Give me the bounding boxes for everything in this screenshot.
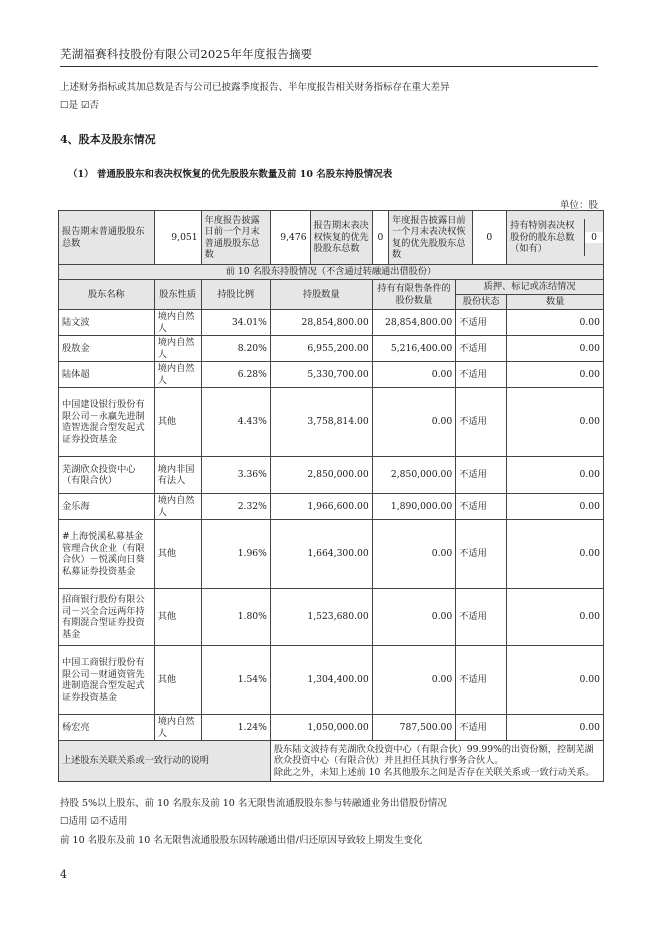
summary-value-1: 9,051 <box>154 211 201 265</box>
table-row <box>59 494 604 520</box>
row-restricted: 1,890,000.00 <box>372 494 456 520</box>
row-quantity: 1,966,600.00 <box>270 494 372 520</box>
row-restricted: 0.00 <box>372 646 456 715</box>
row-status: 不适用 <box>456 336 507 362</box>
table-row <box>59 336 604 362</box>
relation-text-2: 除此之外，未知上述前 10 名其他股东之间是否存在关联关系或一致行动关系。 <box>273 766 595 778</box>
row-ratio: 8.20% <box>201 336 270 362</box>
row-ratio: 1.96% <box>201 520 270 589</box>
summary-label-2: 年度报告披露日前一个月末普通股股东总数 <box>201 211 270 265</box>
col-nature: 股东性质 <box>154 280 201 310</box>
relation-label: 上述股东关联关系或一致行动的说明 <box>59 741 271 782</box>
row-status: 不适用 <box>456 310 507 336</box>
row-nature: 境内自然人 <box>154 362 201 388</box>
row-nature: 境内自然人 <box>154 310 201 336</box>
row-nature: 境内自然人 <box>154 494 201 520</box>
summary-label-3: 报告期末表决权恢复的优先股股东总数 <box>310 211 372 265</box>
row-amount: 0.00 <box>507 388 604 457</box>
summary-value-2: 9,476 <box>270 211 310 265</box>
shareholder-table <box>58 210 604 782</box>
table-row <box>59 715 604 741</box>
row-name: 中国工商银行股份有限公司－财通资管先进制造混合型发起式证券投资基金 <box>59 646 155 715</box>
row-amount: 0.00 <box>507 457 604 494</box>
row-restricted: 0.00 <box>372 589 456 646</box>
col-amount: 数量 <box>507 295 604 310</box>
row-status: 不适用 <box>456 646 507 715</box>
row-quantity: 1,664,300.00 <box>270 520 372 589</box>
col-name: 股东名称 <box>59 280 155 310</box>
relation-row <box>59 741 604 782</box>
lending-title: 持股 5%以上股东、前 10 名股东及前 10 名无限售流通股股东参与转融通业务出借股份情况 <box>60 798 447 809</box>
row-quantity: 3,758,814.00 <box>270 388 372 457</box>
row-name: 金乐海 <box>59 494 155 520</box>
row-quantity: 2,850,000.00 <box>270 457 372 494</box>
summary-label-4: 年度报告披露日前一个月末表决权恢复的优先股股东总数 <box>389 211 473 265</box>
table-row <box>59 388 604 457</box>
row-ratio: 34.01% <box>201 310 270 336</box>
row-restricted: 0.00 <box>372 520 456 589</box>
row-status: 不适用 <box>456 520 507 589</box>
row-amount: 0.00 <box>507 589 604 646</box>
row-name: 陆体超 <box>59 362 155 388</box>
header-row-1 <box>59 280 604 295</box>
row-name: 陆文波 <box>59 310 155 336</box>
row-name: 杨宏亮 <box>59 715 155 741</box>
row-ratio: 1.54% <box>201 646 270 715</box>
row-status: 不适用 <box>456 388 507 457</box>
row-name: 芜湖欣众投资中心（有限合伙） <box>59 457 155 494</box>
row-nature: 其他 <box>154 388 201 457</box>
top10-title: 前 10 名股东持股情况（不含通过转融通出借股份） <box>59 265 604 280</box>
row-amount: 0.00 <box>507 362 604 388</box>
row-ratio: 1.80% <box>201 589 270 646</box>
variance-options: ☐是 ☑否 <box>60 100 100 111</box>
row-quantity: 1,523,680.00 <box>270 589 372 646</box>
lending-options: ☐适用 ☑不适用 <box>60 816 128 827</box>
col-pledge-group: 质押、标记或冻结情况 <box>456 280 604 295</box>
row-quantity: 1,304,400.00 <box>270 646 372 715</box>
row-quantity: 28,854,800.00 <box>270 310 372 336</box>
row-quantity: 1,050,000.00 <box>270 715 372 741</box>
row-nature: 境内自然人 <box>154 336 201 362</box>
lending-change-title: 前 10 名股东及前 10 名无限售流通股股东因转融通出借/归还原因导致较上期发生变化 <box>60 835 423 846</box>
row-ratio: 4.43% <box>201 388 270 457</box>
variance-question: 上述财务指标或其加总数是否与公司已披露季度报告、半年度报告相关财务指标存在重大差异 <box>60 82 450 93</box>
col-quantity: 持股数量 <box>270 280 372 310</box>
row-status: 不适用 <box>456 457 507 494</box>
row-quantity: 6,955,200.00 <box>270 336 372 362</box>
table-row <box>59 589 604 646</box>
relation-text <box>270 741 603 782</box>
row-status: 不适用 <box>456 362 507 388</box>
row-nature: 境内非国有法人 <box>154 457 201 494</box>
table-row <box>59 457 604 494</box>
summary-label-1: 报告期末普通股股东总数 <box>59 211 155 265</box>
summary-row <box>59 211 604 265</box>
row-nature: 其他 <box>154 646 201 715</box>
summary-label-5: 持有特别表决权股份的股东总数（如有） <box>507 219 585 256</box>
row-name: #上海悦溪私募基金管理合伙企业（有限合伙）－悦溪向日葵私募证券投资基金 <box>59 520 155 589</box>
table-row <box>59 310 604 336</box>
col-status: 股份状态 <box>456 295 507 310</box>
row-name: 招商银行股份有限公司－兴全合远两年持有期混合型证券投资基金 <box>59 589 155 646</box>
row-restricted: 28,854,800.00 <box>372 310 456 336</box>
row-restricted: 5,216,400.00 <box>372 336 456 362</box>
row-ratio: 3.36% <box>201 457 270 494</box>
page-header: 芜湖福赛科技股份有限公司2025年年度报告摘要 <box>60 46 598 67</box>
row-ratio: 2.32% <box>201 494 270 520</box>
row-ratio: 6.28% <box>201 362 270 388</box>
summary-value-4: 0 <box>472 211 507 265</box>
row-quantity: 5,330,700.00 <box>270 362 372 388</box>
page-number: 4 <box>60 868 67 881</box>
table-row <box>59 646 604 715</box>
row-nature: 其他 <box>154 589 201 646</box>
row-restricted: 0.00 <box>372 362 456 388</box>
row-nature: 其他 <box>154 520 201 589</box>
row-name: 中国建设银行股份有限公司－永赢先进制造智选混合型发起式证券投资基金 <box>59 388 155 457</box>
row-status: 不适用 <box>456 589 507 646</box>
table-row <box>59 520 604 589</box>
row-amount: 0.00 <box>507 646 604 715</box>
row-status: 不适用 <box>456 494 507 520</box>
row-restricted: 787,500.00 <box>372 715 456 741</box>
row-amount: 0.00 <box>507 336 604 362</box>
summary-special-cell <box>507 211 604 265</box>
subsection-title: （1） 普通股股东和表决权恢复的优先股股东数量及前 10 名股东持股情况表 <box>68 169 393 180</box>
row-restricted: 0.00 <box>372 388 456 457</box>
row-restricted: 2,850,000.00 <box>372 457 456 494</box>
row-amount: 0.00 <box>507 715 604 741</box>
row-ratio: 1.24% <box>201 715 270 741</box>
col-restricted: 持有有限售条件的股份数量 <box>372 280 456 310</box>
row-nature: 境内自然人 <box>154 715 201 741</box>
summary-value-5: 0 <box>585 232 603 244</box>
section-title: 4、股本及股东情况 <box>60 133 156 146</box>
relation-text-1: 股东陆文波持有芜湖欣众投资中心（有限合伙）99.99%的出资份额，控制芜湖欣众投资中心（有限合伙）并且担任其执行事务合伙人。 <box>273 743 594 767</box>
col-ratio: 持股比例 <box>201 280 270 310</box>
table-row <box>59 362 604 388</box>
row-status: 不适用 <box>456 715 507 741</box>
row-amount: 0.00 <box>507 310 604 336</box>
row-amount: 0.00 <box>507 494 604 520</box>
summary-value-3: 0 <box>372 211 388 265</box>
top10-title-row <box>59 265 604 280</box>
row-name: 殷敖金 <box>59 336 155 362</box>
row-amount: 0.00 <box>507 520 604 589</box>
unit-label: 单位：股 <box>559 200 598 211</box>
